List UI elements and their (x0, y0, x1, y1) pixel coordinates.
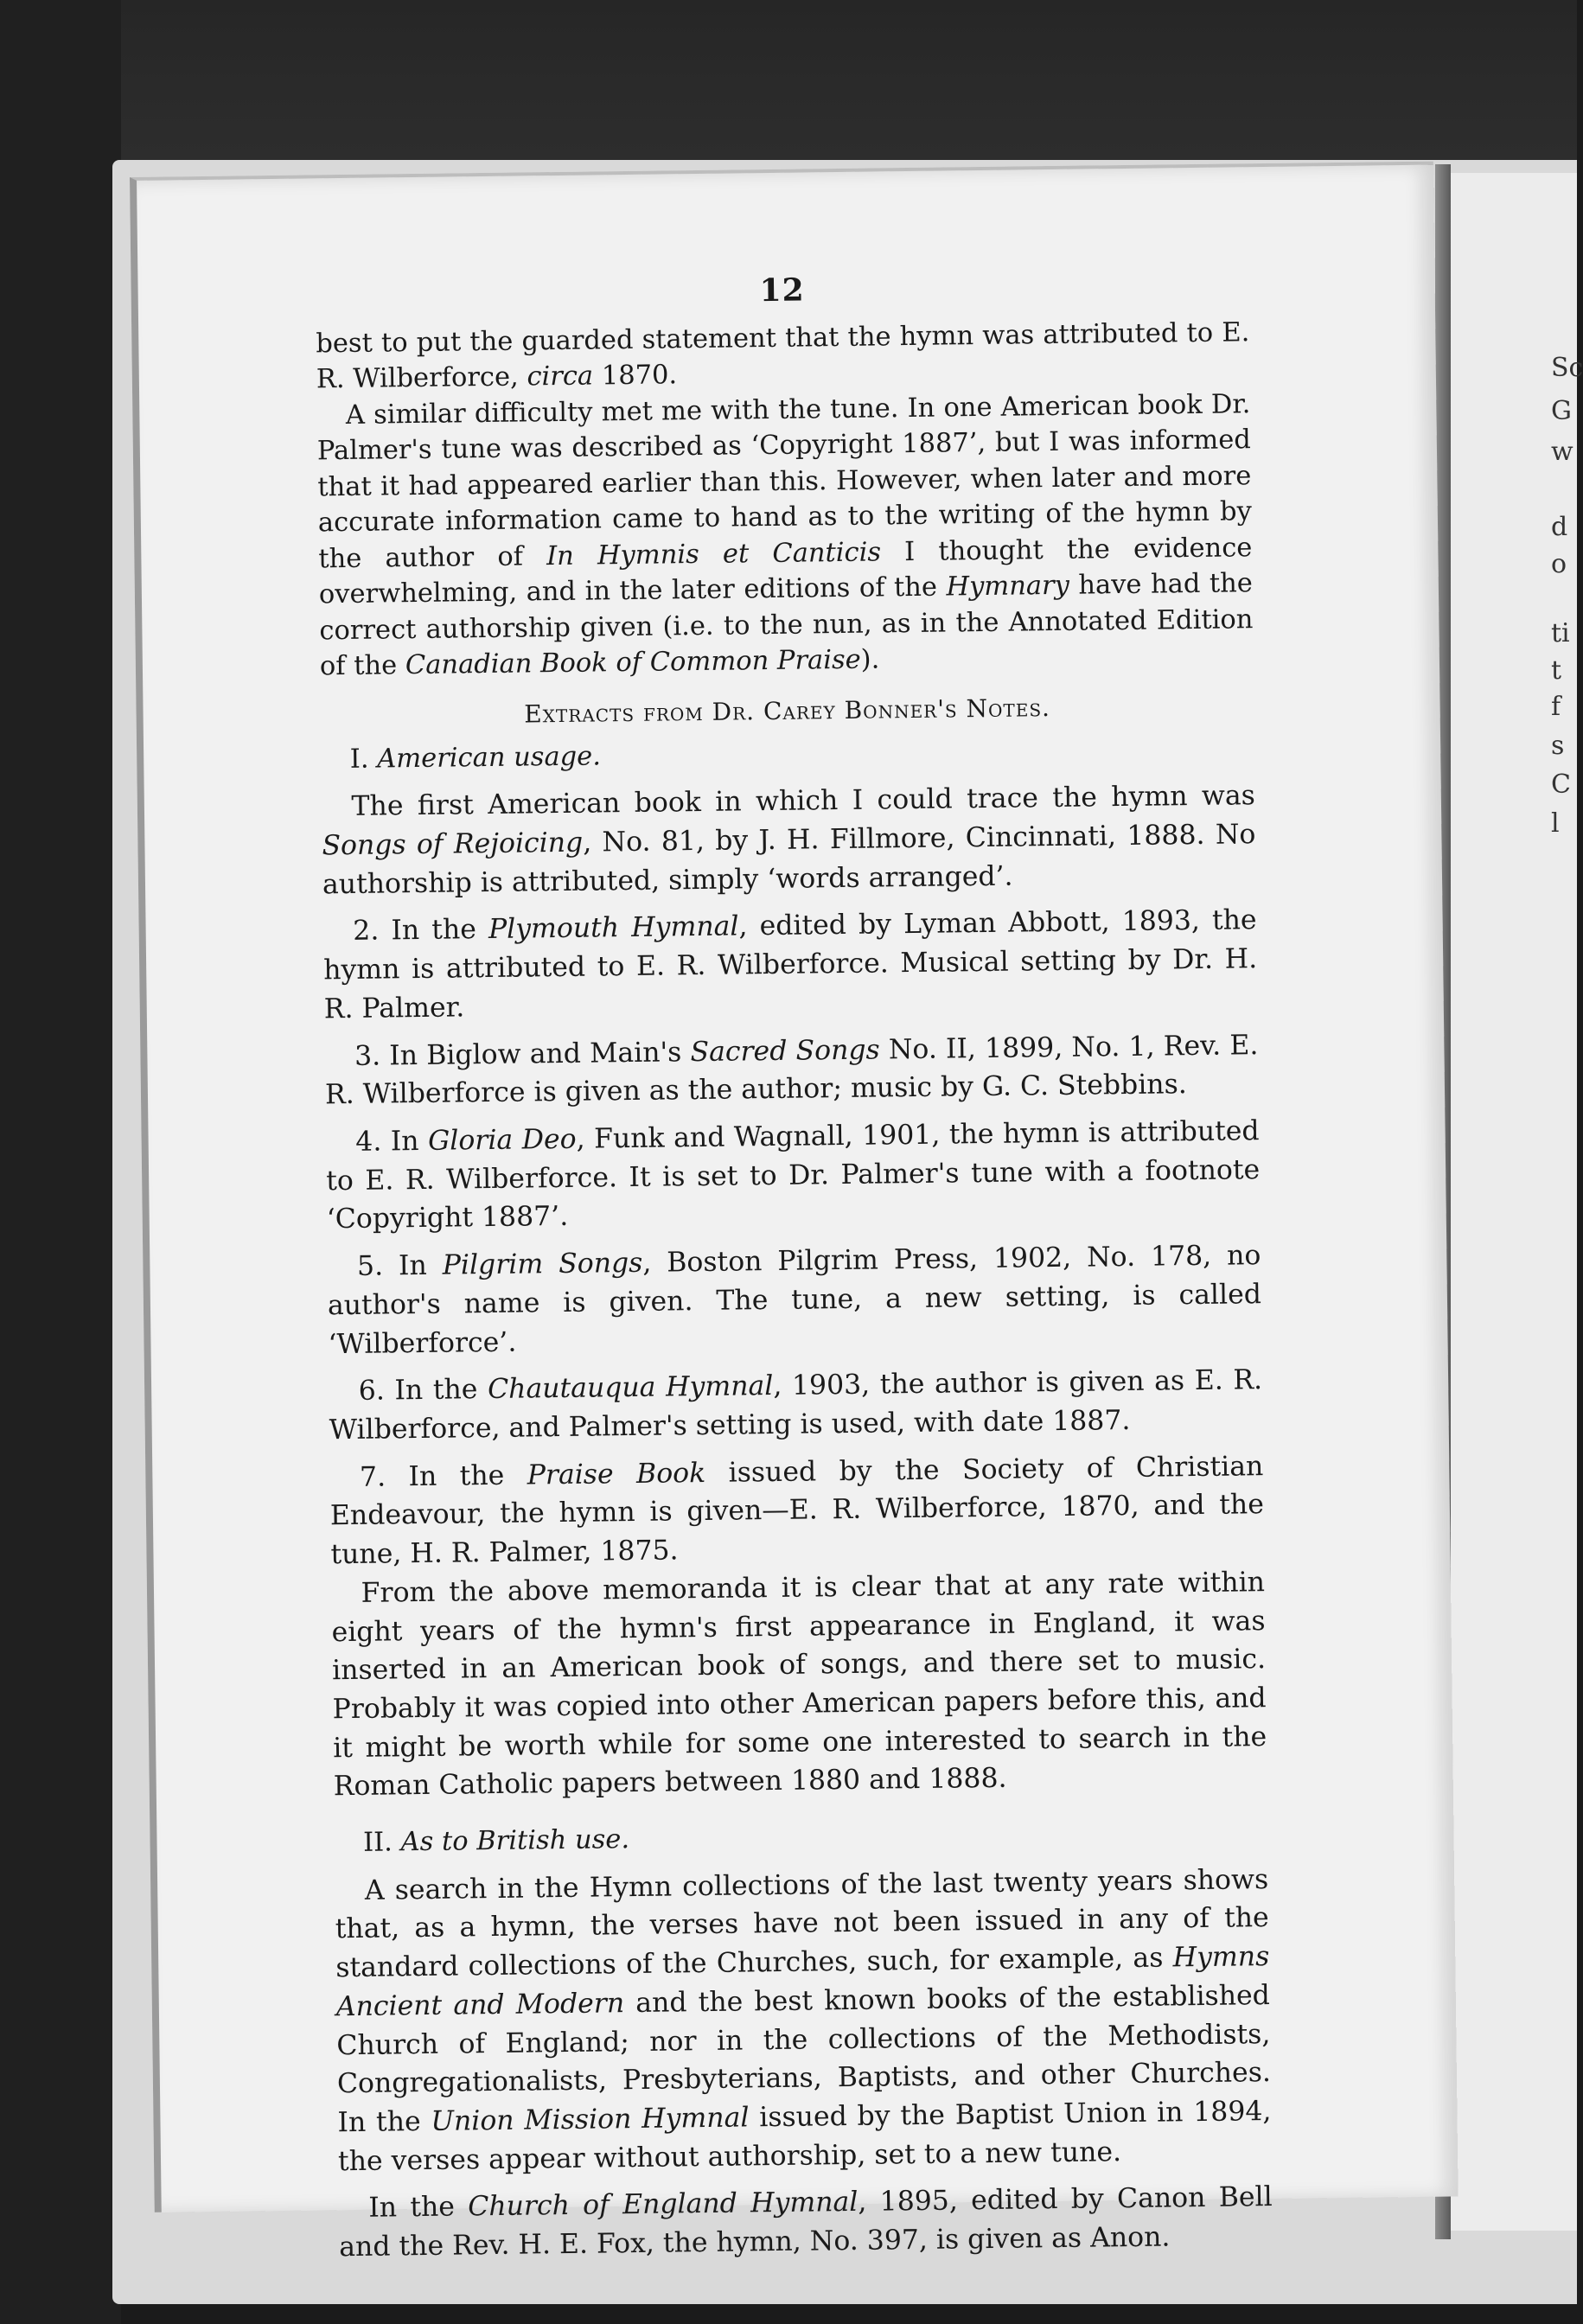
text-run: , Funk and Wagnall, 1901, the hymn is attributed to E. R. Wilberforce. It is set to Dr. Palmer's tune with a footnote ‘Copyright 1887’. (325, 1115, 1261, 1235)
facing-page-fragment: w (1551, 437, 1573, 467)
text-run: , edited by Lyman Abbott, 1893, the hymn is attributed to E. R. Wilberforce. Musical setting by Dr. H. R. Palmer. (323, 904, 1258, 1025)
italic-title: Praise Book (527, 1457, 706, 1491)
facing-page-fragment: ti (1551, 618, 1570, 648)
text-run: 6. In the (358, 1374, 488, 1408)
italic-title: circa (527, 361, 594, 393)
text-run: , 1895, edited by Canon Bell and the Rev. H. E. Fox, the hymn, No. 397, is given as Anon. (339, 2181, 1273, 2263)
italic-title: Gloria Deo (427, 1123, 577, 1157)
facing-page-fragment: f (1551, 692, 1561, 722)
text-run: best to put the guarded statement that the hymn was attributed to E. R. Wilberforce, (316, 317, 1250, 395)
text-run: The first American book in which I could trace the hymn was (351, 780, 1256, 823)
page-number: 12 (759, 271, 805, 310)
text-run: From the above memoranda it is clear that at any rate within eight years of the hymn's first appearance in England, it was inserted in an American book of songs, and there set to music. Probably it was copied into other American papers before this, and it might be worth while for some one interested to search in the Roman Catholic papers between 1880 and 1888. (331, 1566, 1267, 1803)
photo-backdrop-left (0, 0, 121, 2324)
text-run: ). (860, 644, 880, 675)
italic-title: Canadian Book of Common Praise (405, 644, 861, 681)
italic-title: Hymns Ancient and Modern (335, 1941, 1270, 2023)
text-run: In the (368, 2191, 469, 2225)
text-run: , Boston Pilgrim Press, 1902, No. 178, no author's name is given. The tune, a new setting, is called ‘Wilberforce’. (327, 1240, 1262, 1360)
text-run: A similar difficulty met me with the tune. In one American book Dr. Palmer's tune was described as ‘Copyright 1887’, but I was informed that it had appeared earlier than this. However, when later and more accurate information came to hand as to the writing of the hymn by the author of (316, 389, 1253, 575)
italic-title: Chautauqua Hymnal (487, 1370, 774, 1406)
text-run: 1870. (592, 360, 678, 392)
facing-page-fragment: d (1551, 512, 1568, 542)
facing-page-fragment: C (1551, 769, 1571, 800)
facing-page-fragment: s (1551, 731, 1565, 761)
text-run: 3. In Biglow and Main's (354, 1036, 691, 1072)
list-item (324, 1026, 1259, 1115)
paragraph (322, 776, 1257, 903)
text-run: A search in the Hymn collections of the last twenty years shows that, as a hymn, the verses have not been issued in any of the standard collections of the Churches, such, for example, as (335, 1863, 1269, 1984)
text-run: II. (362, 1827, 401, 1858)
facing-page-fragment: l (1551, 808, 1560, 839)
italic-title: Songs of Rejoicing (322, 827, 584, 862)
subsection-heading (321, 731, 1254, 778)
text-run: 4. In (355, 1125, 429, 1158)
facing-page-fragment: t (1551, 655, 1562, 686)
italic-title: Pilgrim Songs (442, 1247, 643, 1281)
italic-title: In Hymnis et Canticis (546, 537, 882, 571)
facing-page (1451, 173, 1583, 2231)
paragraph (331, 1563, 1267, 1806)
text-run: , No. 81, by J. H. Fillmore, Cincinnati, 1888. No authorship is attributed, simply ‘words arranged’. (322, 819, 1256, 900)
page-content (315, 264, 1273, 2267)
list-item (322, 901, 1258, 1028)
text-run: 5. In (356, 1249, 443, 1282)
paragraph (335, 1861, 1272, 2181)
italic-title: As to British use. (400, 1824, 630, 1858)
italic-title: American usage. (377, 741, 602, 775)
text-run: 2. In the (353, 914, 489, 948)
facing-page-fragment: G (1551, 396, 1572, 426)
paragraph (316, 315, 1250, 398)
text-run: 7. In the (359, 1459, 527, 1493)
text-run: and the best known books of the established Church of England; nor in the collections of the Methodists, Congregationalists, Presbyterians, Baptists, and other Churches. In the (336, 1979, 1272, 2139)
list-item (329, 1361, 1263, 1450)
paragraph (338, 2178, 1273, 2267)
facing-page-fragment: o (1551, 549, 1567, 579)
italic-title: Plymouth Hymnal (488, 910, 739, 946)
italic-title: Church of England Hymnal (468, 2187, 859, 2223)
book-page (130, 162, 1459, 2263)
list-item (329, 1447, 1265, 1574)
paragraph (316, 386, 1254, 685)
italic-title: Sacred Songs (690, 1033, 880, 1068)
italic-title: Union Mission Hymnal (431, 2102, 750, 2137)
text-run: I. (349, 744, 378, 775)
section-heading: Extracts from Dr. Carey Bonner's Notes. (524, 693, 1051, 729)
text-run: No. II, 1899, No. 1, Rev. E. R. Wilberforce is given as the author; music by G. C. Stebbins. (324, 1029, 1259, 1111)
list-item (327, 1236, 1262, 1363)
subsection-heading (334, 1814, 1267, 1861)
italic-title: Hymnary (946, 570, 1070, 603)
text-run: , 1903, the author is given as E. R. Wilberforce, and Palmer's setting is used, with date 1887. (329, 1364, 1263, 1446)
list-item (325, 1112, 1261, 1239)
text-run: have had the correct authorship given (i.e. to the nun, as in the Annotated Edition of the (319, 568, 1254, 682)
text-run: I thought the evidence overwhelming, and in the later editions of the (318, 532, 1253, 610)
text-run: issued by the Baptist Union in 1894, the verses appear without authorship, set to a new tune. (337, 2095, 1272, 2177)
text-run: issued by the Society of Christian Endeavour, the hymn is given—E. R. Wilberforce, 1870, and the tune, H. R. Palmer, 1875. (329, 1450, 1265, 1571)
facing-page-fragment: Sc (1551, 353, 1583, 383)
